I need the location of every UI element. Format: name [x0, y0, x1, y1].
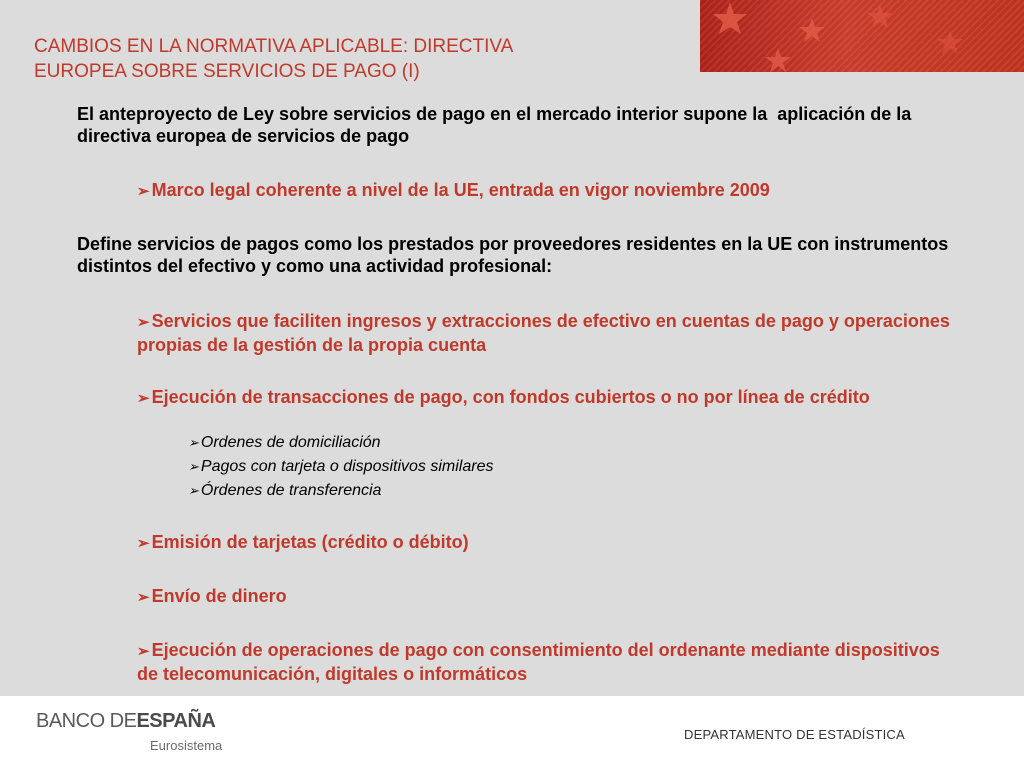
arrow-bullet-icon: ➢ [137, 643, 150, 660]
bullet-emision [137, 531, 957, 555]
slide-title-line-1: CAMBIOS EN LA NORMATIVA APLICABLE: DIRECTIVA [34, 36, 514, 57]
intro-paragraph: El anteproyecto de Ley sobre servicios de pago en el mercado interior supone la aplicación de la directiva europea de servicios de pago [77, 104, 912, 146]
bullet-text: Ejecución de operaciones de pago con consentimiento del ordenante mediante dispositivos de telecomunicación, digitales o informáticos [137, 640, 940, 684]
arrow-bullet-icon: ➢ [188, 483, 199, 498]
arrow-bullet-icon: ➢ [137, 589, 150, 606]
bullet-text: Ejecución de transacciones de pago, con fondos cubiertos o no por línea de crédito [151, 387, 870, 407]
arrow-bullet-icon: ➢ [137, 535, 150, 552]
bullet-text: Envío de dinero [151, 586, 287, 606]
banco-de-espana-logo [36, 710, 215, 733]
bullet-text: Marco legal coherente a nivel de la UE, entrada en vigor noviembre 2009 [151, 180, 770, 200]
arrow-bullet-icon: ➢ [137, 183, 150, 200]
footer [0, 696, 1024, 768]
arrow-bullet-icon: ➢ [137, 314, 150, 331]
sub-item-text: Ordenes de domiciliación [200, 434, 381, 451]
bullet-envio [137, 585, 957, 609]
arrow-bullet-icon: ➢ [137, 390, 150, 407]
department-label: DEPARTAMENTO DE ESTADÍSTICA [684, 727, 905, 742]
logo-text-bold: ESPAÑA [136, 710, 216, 732]
bullet-marco-legal [137, 179, 967, 203]
sub-item [188, 481, 381, 501]
arrow-bullet-icon: ➢ [188, 435, 199, 450]
bullet-text: Emisión de tarjetas (crédito o débito) [151, 532, 469, 552]
sub-item [188, 457, 493, 477]
sub-item-text: Pagos con tarjeta o dispositivos similares [200, 458, 494, 475]
slide-title-line-2: EUROPEA SOBRE SERVICIOS DE PAGO (I) [34, 61, 420, 82]
sub-item-text: Órdenes de transferencia [200, 482, 382, 499]
define-paragraph: Define servicios de pagos como los prestados por proveedores residentes en la UE con instrumentos distintos del efectivo y como una actividad profesional: [77, 234, 949, 276]
logo-subtitle: Eurosistema [150, 738, 223, 753]
arrow-bullet-icon: ➢ [188, 459, 199, 474]
bullet-ejecucion [137, 386, 957, 410]
bullet-text: Servicios que faciliten ingresos y extracciones de efectivo en cuentas de pago y operaciones propias de la gestión de la propia cuenta [137, 311, 950, 355]
bullet-servicios [137, 310, 957, 356]
sub-item [188, 433, 381, 453]
logo-text-thin: BANCO DE [36, 710, 137, 732]
bullet-consentimiento [137, 639, 957, 685]
